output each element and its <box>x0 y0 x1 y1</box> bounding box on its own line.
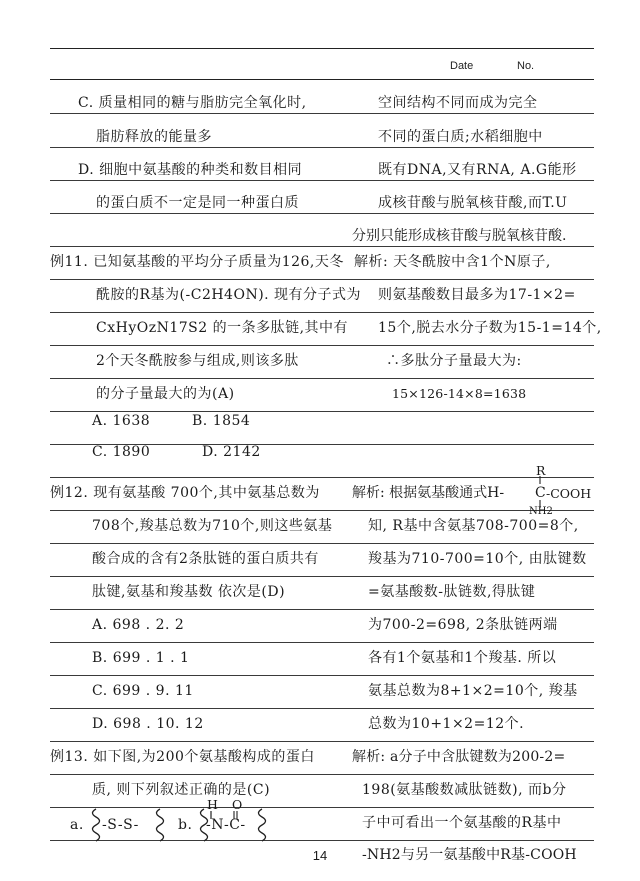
analysis-11-heading: 解析: 天冬酰胺中含1个N原子, <box>354 254 551 270</box>
option-c: C. 699 . 9. 11 <box>92 683 194 699</box>
left-line: 酸合成的含有2条肽链的蛋白质共有 <box>92 551 319 567</box>
date-label: Date <box>450 60 474 72</box>
right-line: 为700-2=698, 2条肽链两端 <box>368 617 558 633</box>
notebook-rule <box>50 113 594 114</box>
analysis-13-heading: 解析: a分子中含肽键数为200-2= <box>352 749 566 765</box>
notebook-rule <box>50 147 594 148</box>
notebook-rule <box>50 840 594 841</box>
right-line: 各有1个氨基和1个羧基. 所以 <box>368 650 557 666</box>
notebook-rule <box>50 246 594 247</box>
right-line: -NH2与另一氨基酸中R基-COOH <box>362 847 577 863</box>
option-b: B. 1854 <box>192 413 251 429</box>
calculation-line: 15×126-14×8=1638 <box>392 386 527 401</box>
no-label: No. <box>517 60 535 72</box>
alpha-carbon: C <box>535 485 547 501</box>
notebook-rule <box>50 378 594 379</box>
disulfide-bond: -S-S- <box>102 817 139 833</box>
notebook-rule <box>50 213 594 214</box>
notebook-rule <box>50 312 594 313</box>
option-d: D. 2142 <box>202 444 261 460</box>
notebook-rule <box>50 48 594 49</box>
option-c: C. 1890 <box>92 444 151 460</box>
option-a: A. 1638 <box>92 413 151 429</box>
notebook-rule <box>50 741 594 742</box>
analysis-12-heading: 解析: 根据氨基酸通式H- <box>352 485 505 501</box>
right-line: ∴多肽分子量最大为: <box>386 353 522 369</box>
left-line: 质, 则下列叙述正确的是(C) <box>92 782 271 798</box>
notebook-rule <box>50 807 594 808</box>
right-line: 成核苷酸与脱氧核苷酸,而T.U <box>378 195 568 211</box>
option-d: D. 698 . 10. 12 <box>92 716 204 732</box>
notebook-rule <box>50 708 594 709</box>
right-line: 羧基为710-700=10个, 由肽键数 <box>368 551 587 567</box>
left-line: 708个,羧基总数为710个,则这些氨基 <box>92 518 333 534</box>
peptide-break-mark-right <box>252 808 272 842</box>
carboxyl-group: -COOH <box>546 486 592 501</box>
notebook-rule <box>50 345 594 346</box>
bond-line <box>538 476 542 484</box>
notebook-rule <box>50 543 594 544</box>
example-13-heading: 例13. 如下图,为200个氨基酸构成的蛋白 <box>50 749 315 765</box>
option-a: A. 698 . 2. 2 <box>92 617 185 633</box>
right-line: 子中可看出一个氨基酸的R基中 <box>362 815 562 831</box>
notebook-rule <box>50 675 594 676</box>
left-line: D. 细胞中氨基酸的种类和数目相同 <box>78 162 303 178</box>
amino-group: NH2 <box>529 506 553 517</box>
notebook-rule <box>50 510 594 511</box>
notebook-rule <box>50 477 594 478</box>
right-line: 既有DNA,又有RNA, A.G能形 <box>378 162 577 178</box>
notebook-rule <box>50 576 594 577</box>
right-line: 总数为10+1×2=12个. <box>368 716 525 732</box>
example-11-heading: 例11. 已知氨基酸的平均分子质量为126,天冬 <box>50 254 344 270</box>
right-line: 198(氨基酸数减肽链数), 而b分 <box>362 782 567 798</box>
right-line: 分别只能形成核苷酸与脱氧核苷酸. <box>352 228 567 244</box>
page-number: 14 <box>312 848 328 863</box>
notebook-rule <box>50 774 594 775</box>
notebook-rule <box>50 79 594 80</box>
peptide-break-mark-right <box>150 808 170 842</box>
left-line: 酰胺的R基为(-C2H4ON). 现有分子式为 <box>96 287 362 303</box>
hydrogen-atom: H <box>207 797 219 812</box>
left-line: 的蛋白质不一定是同一种蛋白质 <box>96 195 299 211</box>
left-line: 肽键,氨基和羧基数 依次是(D) <box>92 584 286 600</box>
formula-a-label: a. <box>70 817 84 833</box>
peptide-bond: -N-C- <box>206 817 246 833</box>
left-line: 的分子量最大的为(A) <box>96 386 235 402</box>
left-line: 2个天冬酰胺参与组成,则该多肽 <box>96 353 299 369</box>
double-bond-line <box>232 811 240 819</box>
right-line: =氨基酸数-肽链数,得肽键 <box>368 584 536 600</box>
left-line: CxHyOzN17S2 的一条多肽链,其中有 <box>96 320 349 336</box>
right-line: 不同的蛋白质;水稻细胞中 <box>378 129 543 145</box>
right-line: 15个,脱去水分子数为15-1=14个, <box>378 320 602 336</box>
right-line: 氨基总数为8+1×2=10个, 羧基 <box>368 683 578 699</box>
right-line: 则氨基酸数目最多为17-1×2= <box>378 287 576 303</box>
notebook-rule <box>50 180 594 181</box>
notebook-rule <box>50 279 594 280</box>
oxygen-atom: O <box>232 797 243 812</box>
notebook-rule <box>50 609 594 610</box>
example-12-heading: 例12. 现有氨基酸 700个,其中氨基总数为 <box>50 485 320 501</box>
formula-b-label: b. <box>178 817 193 833</box>
r-group-label: R <box>536 463 546 478</box>
option-b: B. 699 . 1 . 1 <box>92 650 190 666</box>
notebook-rule <box>50 642 594 643</box>
left-line: C. 质量相同的糖与脂肪完全氧化时, <box>78 95 307 111</box>
left-line: 脂肪释放的能量多 <box>96 129 212 145</box>
right-line: 知, R基中含氨基708-700=8个, <box>368 518 579 534</box>
right-line: 空间结构不同而成为完全 <box>378 95 538 111</box>
